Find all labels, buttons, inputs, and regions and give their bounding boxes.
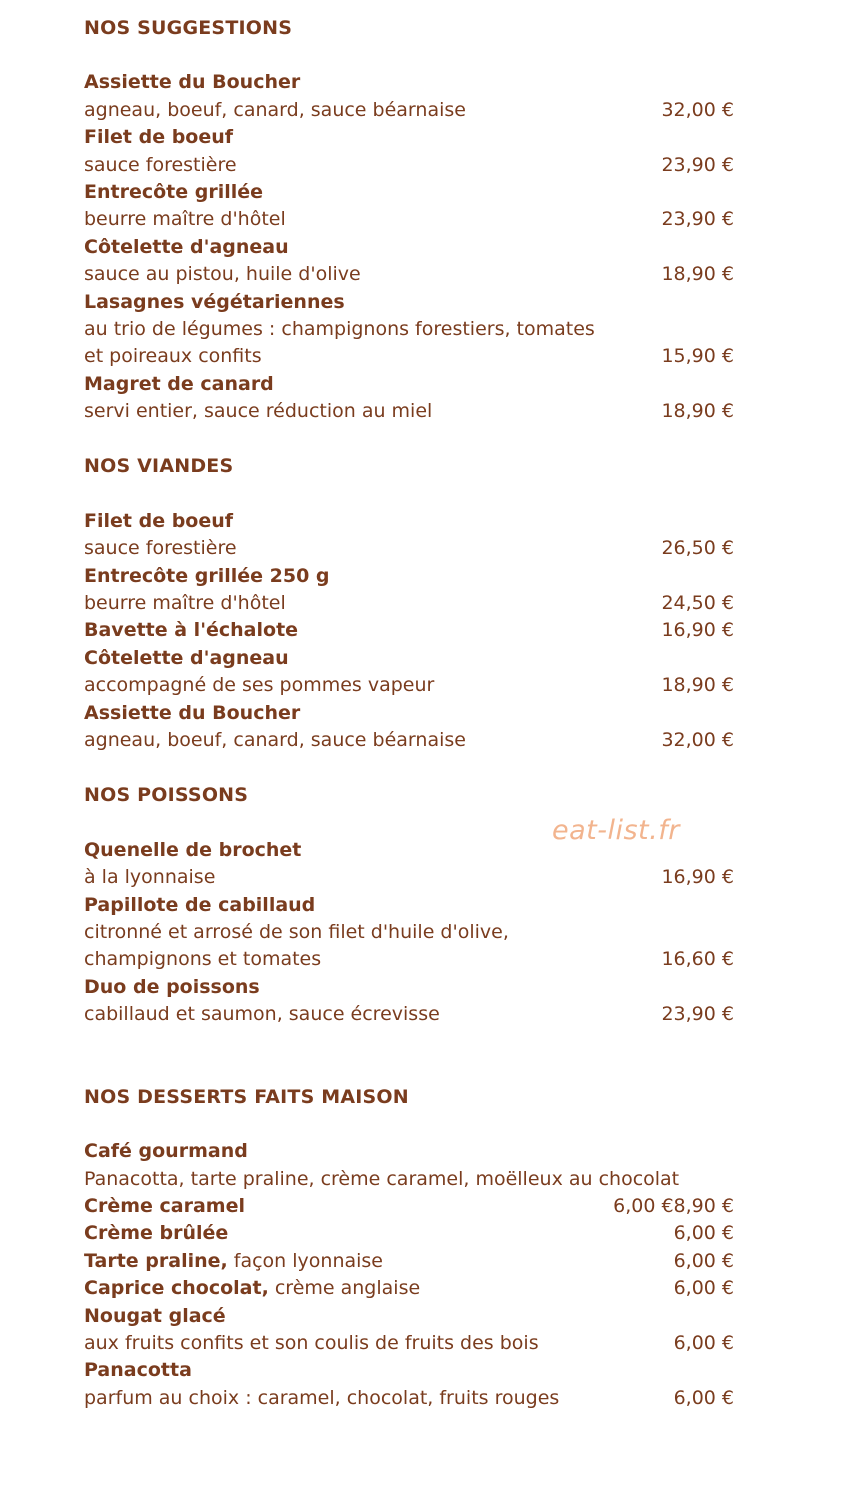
menu-item-name-row bbox=[84, 1357, 734, 1384]
menu-item-description: sauce forestière bbox=[84, 153, 237, 176]
menu-item-inline-desc: façon lyonnaise bbox=[227, 1249, 383, 1272]
menu-item bbox=[84, 1248, 734, 1275]
menu-item-name: Côtelette d'agneau bbox=[84, 235, 289, 258]
menu-item bbox=[84, 69, 734, 124]
watermark: eat-list.fr bbox=[552, 815, 680, 846]
menu-item-name-row bbox=[84, 645, 734, 672]
menu-item-desc-row bbox=[84, 1385, 734, 1412]
section-title: NOS POISSONS bbox=[84, 784, 249, 807]
menu-item bbox=[84, 289, 734, 371]
menu-item-name: Crème caramel bbox=[84, 1195, 245, 1218]
menu-item-name: Filet de boeuf bbox=[84, 509, 234, 532]
menu-item-name-row bbox=[84, 892, 734, 919]
section-title: NOS SUGGESTIONS bbox=[84, 17, 293, 39]
menu-item-description: agneau, boeuf, canard, sauce béarnaise bbox=[84, 728, 466, 751]
menu-item bbox=[84, 508, 734, 563]
menu-item-name-row bbox=[84, 1275, 734, 1302]
menu-item-description: et poireaux confits bbox=[84, 345, 262, 368]
menu-item bbox=[84, 892, 734, 974]
section-nos-desserts-faits-maison bbox=[84, 1084, 734, 1412]
menu-item-desc-row bbox=[84, 727, 734, 754]
menu-item-price: 6,00 € bbox=[673, 1277, 734, 1300]
menu-item-name-row bbox=[84, 69, 734, 96]
menu-item-price: 16,60 € bbox=[661, 948, 734, 971]
menu-item-description: servi entier, sauce réduction au miel bbox=[84, 400, 433, 423]
menu-item-description: Panacotta, tarte praline, crème caramel, moëlleux au chocolat bbox=[84, 1167, 680, 1190]
menu-item-name: Papillote de cabillaud bbox=[84, 893, 316, 916]
menu-item-name: Entrecôte grillée bbox=[84, 180, 264, 203]
menu-item-name-row bbox=[84, 1248, 734, 1275]
menu-item-description: champignons et tomates bbox=[84, 948, 322, 971]
menu-item-name: Côtelette d'agneau bbox=[84, 646, 289, 669]
menu-item-description: à la lyonnaise bbox=[84, 866, 216, 889]
section-title: NOS VIANDES bbox=[84, 455, 234, 478]
menu-item-name-row bbox=[84, 289, 734, 316]
menu-item-description: beurre maître d'hôtel bbox=[84, 592, 286, 615]
menu-item-price: 16,90 € bbox=[661, 619, 734, 642]
menu-item-desc-row bbox=[84, 152, 734, 179]
menu-item bbox=[84, 700, 734, 755]
menu-item-description: au trio de légumes : champignons forestiers, tomates bbox=[84, 317, 595, 340]
menu-item-price: 15,90 € bbox=[661, 345, 734, 368]
menu-item-price: 24,50 € bbox=[661, 592, 734, 615]
menu-item bbox=[84, 234, 734, 289]
menu-item-desc-row bbox=[84, 1330, 734, 1357]
menu-item-description: sauce forestière bbox=[84, 537, 237, 560]
menu-item-name-row bbox=[84, 508, 734, 535]
menu-item-price: 6,00 € bbox=[673, 1332, 734, 1355]
menu-item-name-row bbox=[84, 124, 734, 151]
menu-item-name-row bbox=[84, 700, 734, 727]
section-title: NOS DESSERTS FAITS MAISON bbox=[84, 1085, 409, 1108]
title-spacer bbox=[84, 42, 734, 69]
menu-item-name-row bbox=[84, 974, 734, 1001]
menu-item-desc-row bbox=[84, 946, 734, 973]
menu-item-desc-row bbox=[84, 1166, 734, 1193]
menu-item bbox=[84, 974, 734, 1029]
menu-item-price: 18,90 € bbox=[661, 674, 734, 697]
menu-item bbox=[84, 1357, 734, 1412]
menu-item-name-row bbox=[84, 1220, 734, 1247]
menu-item-name: Entrecôte grillée 250 g bbox=[84, 564, 330, 587]
menu-item-price: 6,00 € bbox=[673, 1386, 734, 1409]
menu-item-desc-row bbox=[84, 316, 734, 343]
menu-item-name: Quenelle de brochet bbox=[84, 838, 302, 861]
menu-item bbox=[84, 563, 734, 618]
title-spacer bbox=[84, 480, 734, 507]
section-nos-suggestions bbox=[84, 15, 734, 425]
menu-item-price: 32,00 € bbox=[661, 98, 734, 121]
menu-item-name: Filet de boeuf bbox=[84, 126, 234, 149]
menu-item-name-row bbox=[84, 179, 734, 206]
section-nos-viandes bbox=[84, 453, 734, 754]
menu-item-name: Panacotta bbox=[84, 1359, 192, 1382]
menu-item-name: Assiette du Boucher bbox=[84, 71, 301, 94]
menu-item-price: 6,00 €8,90 € bbox=[613, 1195, 734, 1218]
menu-item-price: 32,00 € bbox=[661, 728, 734, 751]
menu-item-desc-row bbox=[84, 919, 734, 946]
section-gap bbox=[84, 425, 734, 453]
menu-item-name: Nougat glacé bbox=[84, 1304, 226, 1327]
menu-item-desc-row bbox=[84, 343, 734, 370]
menu-item bbox=[84, 617, 734, 644]
menu-item-desc-row bbox=[84, 206, 734, 233]
menu-item-name-row bbox=[84, 1303, 734, 1330]
menu-item bbox=[84, 1275, 734, 1302]
menu-item-name: Duo de poissons bbox=[84, 975, 260, 998]
menu-item bbox=[84, 124, 734, 179]
menu-item-price: 6,00 € bbox=[673, 1249, 734, 1272]
menu-item-desc-row bbox=[84, 535, 734, 562]
menu-item-description: agneau, boeuf, canard, sauce béarnaise bbox=[84, 98, 466, 121]
menu-item-name-row bbox=[84, 371, 734, 398]
menu-item-desc-row bbox=[84, 864, 734, 891]
menu-item-price: 23,90 € bbox=[661, 208, 734, 231]
menu-item-price: 6,00 € bbox=[673, 1222, 734, 1245]
extra-gap bbox=[84, 1029, 734, 1056]
menu-item-price: 23,90 € bbox=[661, 1003, 734, 1026]
menu-item bbox=[84, 371, 734, 426]
menu-item bbox=[84, 1220, 734, 1247]
menu-item-name-row bbox=[84, 1193, 734, 1220]
section-gap bbox=[84, 1056, 734, 1084]
menu-item-description: cabillaud et saumon, sauce écrevisse bbox=[84, 1003, 440, 1026]
menu-item-description: sauce au pistou, huile d'olive bbox=[84, 263, 361, 286]
menu-item-desc-row bbox=[84, 672, 734, 699]
title-spacer bbox=[84, 1111, 734, 1138]
menu-item-desc-row bbox=[84, 1001, 734, 1028]
menu-item-name: Caprice chocolat, bbox=[84, 1277, 269, 1300]
menu-item-name: Tarte praline, bbox=[84, 1249, 228, 1272]
menu-item bbox=[84, 179, 734, 234]
menu-item-name-row bbox=[84, 1138, 734, 1165]
menu-item-desc-row bbox=[84, 97, 734, 124]
menu-item-name: Bavette à l'échalote bbox=[84, 619, 299, 642]
menu-item bbox=[84, 1138, 734, 1193]
menu-item-price: 18,90 € bbox=[661, 263, 734, 286]
menu-item-name: Crème brûlée bbox=[84, 1222, 229, 1245]
menu-item-desc-row bbox=[84, 590, 734, 617]
menu-item-price: 26,50 € bbox=[661, 537, 734, 560]
menu-item-name-row bbox=[84, 563, 734, 590]
menu-item-name-row bbox=[84, 234, 734, 261]
menu-item-price: 23,90 € bbox=[661, 153, 734, 176]
menu-item bbox=[84, 645, 734, 700]
menu-item-name: Magret de canard bbox=[84, 372, 274, 395]
menu-item-desc-row bbox=[84, 261, 734, 288]
menu-item-name-row bbox=[84, 617, 734, 644]
menu-item-description: aux fruits confits et son coulis de fruits des bois bbox=[84, 1332, 539, 1355]
menu-item-desc-row bbox=[84, 398, 734, 425]
menu-item-description: parfum au choix : caramel, chocolat, fruits rouges bbox=[84, 1386, 560, 1409]
menu-item-name: Café gourmand bbox=[84, 1140, 248, 1163]
menu-item-name: Lasagnes végétariennes bbox=[84, 290, 345, 313]
menu-item-description: accompagné de ses pommes vapeur bbox=[84, 674, 435, 697]
menu-item-name: Assiette du Boucher bbox=[84, 701, 301, 724]
menu-item-price: 18,90 € bbox=[661, 400, 734, 423]
menu-item bbox=[84, 1193, 734, 1220]
menu-item-price: 16,90 € bbox=[661, 866, 734, 889]
menu-item-description: beurre maître d'hôtel bbox=[84, 208, 286, 231]
menu-item-inline-desc: crème anglaise bbox=[268, 1277, 421, 1300]
section-gap bbox=[84, 754, 734, 782]
menu-item bbox=[84, 1303, 734, 1358]
menu-item-description: citronné et arrosé de son filet d'huile d'olive, bbox=[84, 920, 509, 943]
menu bbox=[84, 15, 734, 1412]
